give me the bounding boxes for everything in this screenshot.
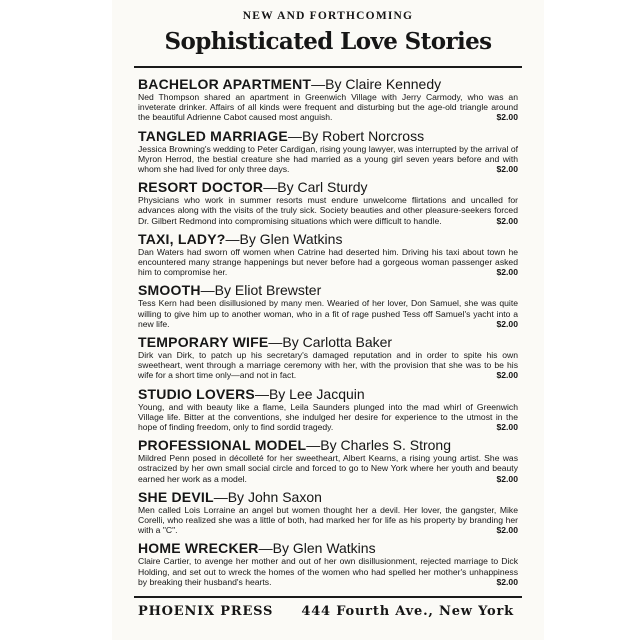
story-item (138, 128, 518, 175)
story-title: SHE DEVIL (138, 488, 214, 505)
story-item (138, 540, 518, 587)
story-price: $2.00 (496, 267, 518, 278)
story-item (138, 489, 518, 536)
story-description: Physicians who work in summer resorts must endure unwelcome flirtations and uncalled for advances along with the visits of the truly sick. Society beauties and other pleasure-seekers forced Dr. Gilbert Redmond into compromising situations which were difficult to handle. (138, 195, 518, 226)
story-description: Jessica Browning's wedding to Peter Cardigan, rising young lawyer, was interrupted by the arrival of Myron Herrod, the bestial creature she had married as a young girl seven years before and with whom she had lived for only three days. (138, 143, 518, 175)
story-author: —By Robert Norcross (287, 127, 425, 144)
publisher-name: PHOENIX PRESS (138, 604, 274, 619)
story-description: Men called Lois Lorraine an angel but women thought her a devil. Her lover, the gangster, Mike Corelli, who realized she was a little of both, had marked her for life as his property by branding her with a "C". (138, 504, 518, 536)
story-item (138, 386, 518, 433)
story-author: —By Claire Kennedy (311, 76, 442, 92)
story-description: Dirk van Dirk, to patch up his secretary's damaged reputation and in order to spite his own sweetheart, went through a marriage ceremony with her, with the provision that she was to be his wife for a short time only—and not in fact. (138, 350, 518, 381)
story-title: PROFESSIONAL MODEL (138, 437, 307, 454)
story-title: TAXI, LADY? (138, 230, 226, 247)
story-item (138, 231, 518, 278)
story-price: $2.00 (496, 370, 518, 381)
publisher-footer (138, 604, 514, 619)
story-item (138, 282, 518, 329)
story-item (138, 334, 518, 381)
story-author: —By Carlotta Baker (268, 334, 393, 351)
story-item (138, 437, 518, 484)
story-title: TANGLED MARRIAGE (138, 127, 288, 144)
story-price: $2.00 (496, 164, 518, 175)
story-author: —By Glen Watkins (225, 230, 343, 247)
story-item (138, 76, 518, 123)
page-kicker: NEW AND FORTHCOMING (242, 10, 414, 22)
story-price: $2.00 (496, 422, 518, 433)
story-title: BACHELOR APARTMENT (138, 76, 312, 92)
story-author: —By John Saxon (213, 488, 322, 505)
story-description: Tess Kern had been disillusioned by many men. Wearied of her lover, Don Samuel, she was quite willing to give him up to another woman, who in a fit of rage pushed Tess off Samuel's yacht into a new life. (138, 298, 518, 329)
story-item (138, 179, 518, 226)
catalog-page (112, 0, 544, 640)
top-rule (134, 66, 522, 68)
story-title: RESORT DOCTOR (138, 179, 264, 196)
story-price: $2.00 (496, 318, 518, 329)
story-description: Ned Thompson shared an apartment in Greenwich Village with Jerry Carmody, who was an inveterate drinker. Affairs of all kinds were frequent and disturbing but the age-old triangle around the beautiful Adrienne Cabot caused most anguish. (138, 92, 518, 123)
story-title: HOME WRECKER (138, 540, 259, 557)
story-list (138, 76, 518, 592)
story-price: $2.00 (496, 112, 518, 123)
story-author: —By Charles S. Strong (306, 437, 451, 454)
story-price: $2.00 (496, 525, 518, 536)
story-title: SMOOTH (138, 282, 201, 299)
story-price: $2.00 (496, 215, 518, 226)
story-author: —By Eliot Brewster (200, 282, 322, 299)
story-author: —By Lee Jacquin (254, 385, 365, 402)
bottom-rule (134, 596, 522, 598)
publisher-address: 444 Fourth Ave., New York (301, 604, 514, 619)
story-title: STUDIO LOVERS (138, 385, 255, 402)
page-title: Sophisticated Love Stories (164, 28, 492, 55)
story-description: Mildred Penn posed in décolleté for her sweetheart, Albert Kearns, a rising young artist. She was ostracized by her own small social circle and forced to go to New York where her youth and beauty earned her work as a model. (138, 453, 518, 484)
story-price: $2.00 (496, 473, 518, 484)
story-author: —By Carl Sturdy (263, 179, 368, 196)
story-author: —By Glen Watkins (258, 540, 376, 557)
story-title: TEMPORARY WIFE (138, 334, 269, 351)
story-description: Dan Waters had sworn off women when Catrine had deserted him. Driving his taxi about town he encountered many strange happenings but never before had a gorgeous woman passenger asked him to compromise her. (138, 246, 518, 278)
story-price: $2.00 (496, 576, 518, 587)
story-description: Young, and with beauty like a flame, Leila Saunders plunged into the mad whirl of Greenwich Village life. Bitter at the conventions, she indulged her desire for experience to the utmost in the hope of finding freedom, only to find sordid tragedy. (138, 401, 518, 433)
story-description: Claire Cartier, to avenge her mother and out of her own disillusionment, rejected marriage to Dick Holding, and set out to wreck the homes of the women who had spelled her mother's unhappiness by breaking their husband's hearts. (138, 556, 518, 587)
